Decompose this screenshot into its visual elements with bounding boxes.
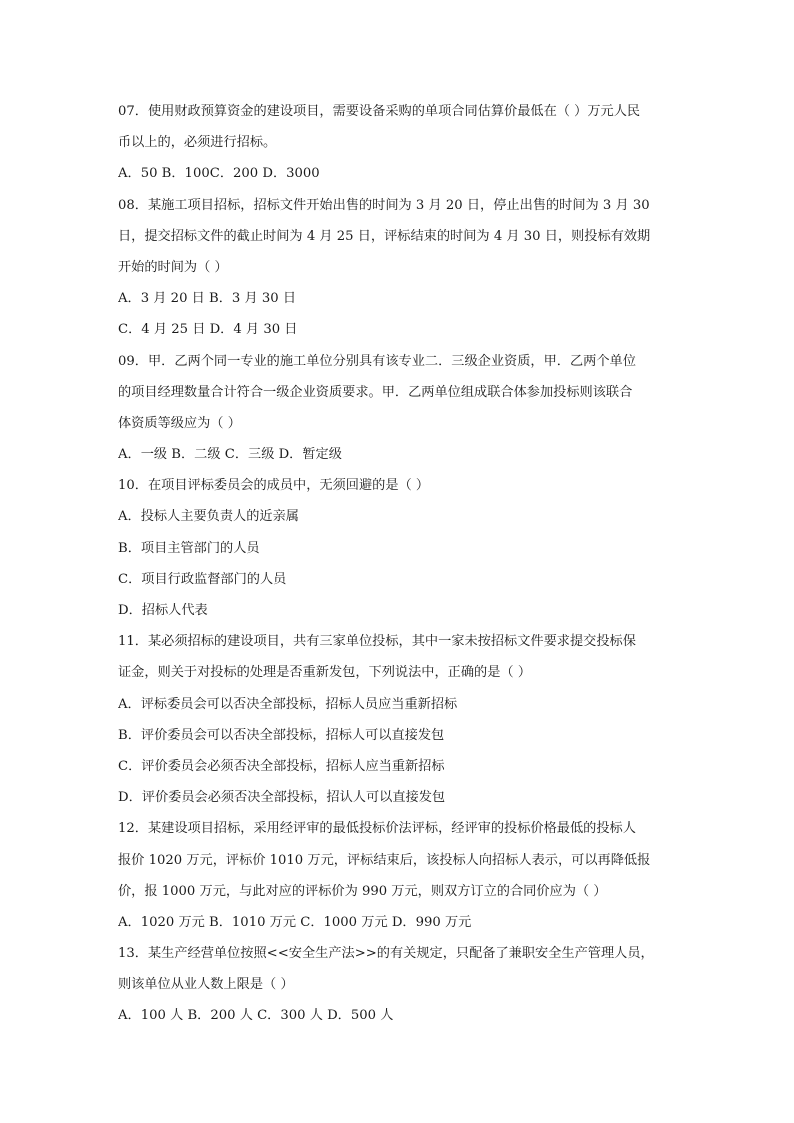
question-07 — [118, 96, 678, 190]
question-10 — [118, 470, 678, 626]
question-text: 开始的时间为（ ） — [118, 259, 228, 275]
answer-options: A．100 人 B．200 人 C．300 人 D．500 人 — [118, 1008, 394, 1024]
answer-option-c: C．项目行政监督部门的人员 — [118, 571, 287, 587]
question-text: 报价 1020 万元，评标价 1010 万元，评标结束后，该投标人向招标人表示，可以再降低报 — [118, 852, 651, 868]
question-text: 11．某必须招标的建设项目，共有三家单位投标，其中一家未按招标文件要求提交投标保 — [118, 634, 636, 650]
question-13 — [118, 938, 678, 1032]
question-12 — [118, 813, 678, 938]
answer-options: A．1020 万元 B．1010 万元 C．1000 万元 D．990 万元 — [118, 914, 472, 930]
question-text: 13．某生产经营单位按照<<安全生产法>>的有关规定，只配备了兼职安全生产管理人员， — [118, 946, 654, 962]
question-text: 日，提交招标文件的截止时间为 4 月 25 日，评标结束的时间为 4 月 30 日，则投标有效期 — [118, 228, 651, 244]
answer-option-d: D．招标人代表 — [118, 603, 208, 618]
answer-options: A．3 月 20 日 B．3 月 30 日 — [118, 291, 297, 307]
question-text: 则该单位从业人数上限是（ ） — [118, 977, 294, 993]
question-text: 10．在项目评标委员会的成员中，无须回避的是（ ） — [118, 478, 430, 494]
question-text: 09．甲．乙两个同一专业的施工单位分别具有该专业二．三级企业资质，甲．乙两个单位 — [118, 353, 636, 369]
answer-options: A．一级 B．二级 C．三级 D．暂定级 — [118, 447, 342, 463]
answer-option-b: B．评价委员会可以否决全部投标，招标人可以直接发包 — [118, 727, 445, 743]
answer-option-b: B．项目主管部门的人员 — [118, 540, 260, 556]
answer-options: A．50 B．100C．200 D．3000 — [118, 166, 320, 182]
question-08 — [118, 190, 678, 346]
answer-options: C．4 月 25 日 D．4 月 30 日 — [118, 322, 298, 338]
question-11 — [118, 626, 678, 813]
question-09 — [118, 346, 678, 471]
question-text: 12．某建设项目招标，采用经评审的最低投标价法评标，经评审的投标价格最低的投标人 — [118, 821, 636, 837]
answer-option-d: D．评价委员会必须否决全部投标，招认人可以直接发包 — [118, 790, 446, 806]
question-text: 币以上的，必须进行招标。 — [118, 135, 277, 151]
answer-option-c: C．评价委员会必须否决全部投标，招标人应当重新招标 — [118, 758, 445, 774]
answer-option-a: A．评标委员会可以否决全部投标，招标人员应当重新招标 — [118, 696, 458, 712]
question-text: 体资质等级应为（ ） — [118, 415, 241, 431]
question-text: 证金，则关于对投标的处理是否重新发包，下列说法中，正确的是（ ） — [118, 665, 532, 681]
question-text: 07．使用财政预算资金的建设项目，需要设备采购的单项合同估算价最低在（ ）万元人民 — [118, 104, 641, 119]
question-text: 价，报 1000 万元，与此对应的评标价为 990 万元，则双方订立的合同价应为（ ） — [118, 883, 607, 899]
answer-option-a: A．投标人主要负责人的近亲属 — [118, 509, 299, 525]
question-text: 08．某施工项目招标，招标文件开始出售的时间为 3 月 20 日，停止出售的时间为 3 月 30 — [118, 197, 650, 213]
question-text: 的项目经理数量合计符合一级企业资质要求。甲．乙两单位组成联合体参加投标则该联合 — [118, 384, 633, 400]
question-list — [118, 96, 678, 1032]
